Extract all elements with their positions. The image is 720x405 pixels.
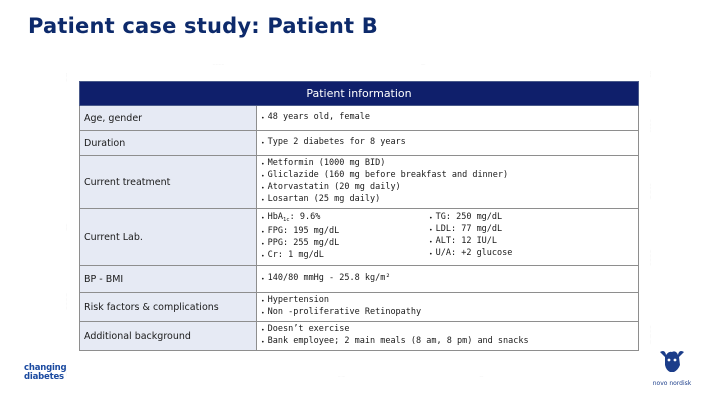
bullet-icon: • bbox=[261, 140, 265, 147]
hba1c-value: HbA$_{1c}$: 9.6% bbox=[267, 212, 321, 223]
table-row bbox=[80, 266, 639, 293]
bullet-icon: • bbox=[429, 227, 433, 234]
bullet-icon: • bbox=[261, 229, 265, 236]
risk-item: Hypertension bbox=[267, 295, 330, 305]
brand-name: novo nordisk bbox=[652, 380, 692, 387]
bullet-icon: • bbox=[261, 197, 265, 204]
risk-item: Non -proliferative Retinopathy bbox=[267, 307, 422, 317]
apis-bull-icon bbox=[657, 346, 687, 376]
row-label-background: Additional background bbox=[80, 322, 257, 351]
lab-item: ALT: 12 IU/L bbox=[435, 236, 498, 246]
patient-info-table bbox=[79, 81, 639, 351]
table-row bbox=[80, 293, 639, 322]
lab-item: TG: 250 mg/dL bbox=[435, 212, 503, 222]
lab-column-1 bbox=[261, 212, 429, 262]
slide-title: Patient case study: Patient B bbox=[28, 14, 378, 38]
table-row bbox=[80, 209, 639, 266]
row-label-bp-bmi: BP - BMI bbox=[80, 266, 257, 293]
lab-item: LDL: 77 mg/dL bbox=[435, 224, 503, 234]
treatment-item: Gliclazide (160 mg before breakfast and dinner) bbox=[267, 170, 509, 180]
bullet-icon: • bbox=[261, 161, 265, 168]
treatment-item: Losartan (25 mg daily) bbox=[267, 194, 381, 204]
bullet-icon: • bbox=[261, 115, 265, 122]
bullet-icon: • bbox=[261, 253, 265, 260]
row-label-age-gender: Age, gender bbox=[80, 106, 257, 131]
bullet-icon: • bbox=[429, 239, 433, 246]
bullet-icon: • bbox=[429, 215, 433, 222]
lab-column-2 bbox=[429, 212, 597, 262]
bullet-icon: • bbox=[261, 298, 265, 305]
lab-item: PPG: 255 mg/dL bbox=[267, 238, 340, 248]
bullet-icon: • bbox=[261, 215, 265, 222]
bp-bmi-value: 140/80 mmHg - 25.8 kg/m² bbox=[267, 273, 391, 283]
lab-item: U/A: +2 glucose bbox=[435, 248, 513, 258]
novo-nordisk-logo bbox=[650, 346, 694, 387]
age-gender-value: 48 years old, female bbox=[267, 112, 370, 122]
lab-item: Cr: 1 mg/dL bbox=[267, 250, 324, 260]
bullet-icon: • bbox=[429, 251, 433, 258]
table-header: Patient information bbox=[80, 82, 639, 106]
lab-item: FPG: 195 mg/dL bbox=[267, 226, 340, 236]
bullet-icon: • bbox=[261, 173, 265, 180]
row-label-lab: Current Lab. bbox=[80, 209, 257, 266]
duration-value: Type 2 diabetes for 8 years bbox=[267, 137, 406, 147]
treatment-item: Atorvastatin (20 mg daily) bbox=[267, 182, 401, 192]
treatment-item: Metformin (1000 mg BID) bbox=[267, 158, 386, 168]
bullet-icon: • bbox=[261, 185, 265, 192]
table-row bbox=[80, 131, 639, 156]
row-label-duration: Duration bbox=[80, 131, 257, 156]
bullet-icon: • bbox=[261, 339, 265, 346]
bullet-icon: • bbox=[261, 241, 265, 248]
row-label-treatment: Current treatment bbox=[80, 156, 257, 209]
row-label-risk: Risk factors & complications bbox=[80, 293, 257, 322]
background-item: Bank employee; 2 main meals (8 am, 8 pm) and snacks bbox=[267, 336, 529, 346]
table-row bbox=[80, 106, 639, 131]
changing-diabetes-logo: changing diabetes bbox=[24, 363, 67, 382]
bullet-icon: • bbox=[261, 310, 265, 317]
table-row bbox=[80, 322, 639, 351]
background-item: Doesn’t exercise bbox=[267, 324, 350, 334]
table-row bbox=[80, 156, 639, 209]
bullet-icon: • bbox=[261, 276, 265, 283]
bullet-icon: • bbox=[261, 327, 265, 334]
